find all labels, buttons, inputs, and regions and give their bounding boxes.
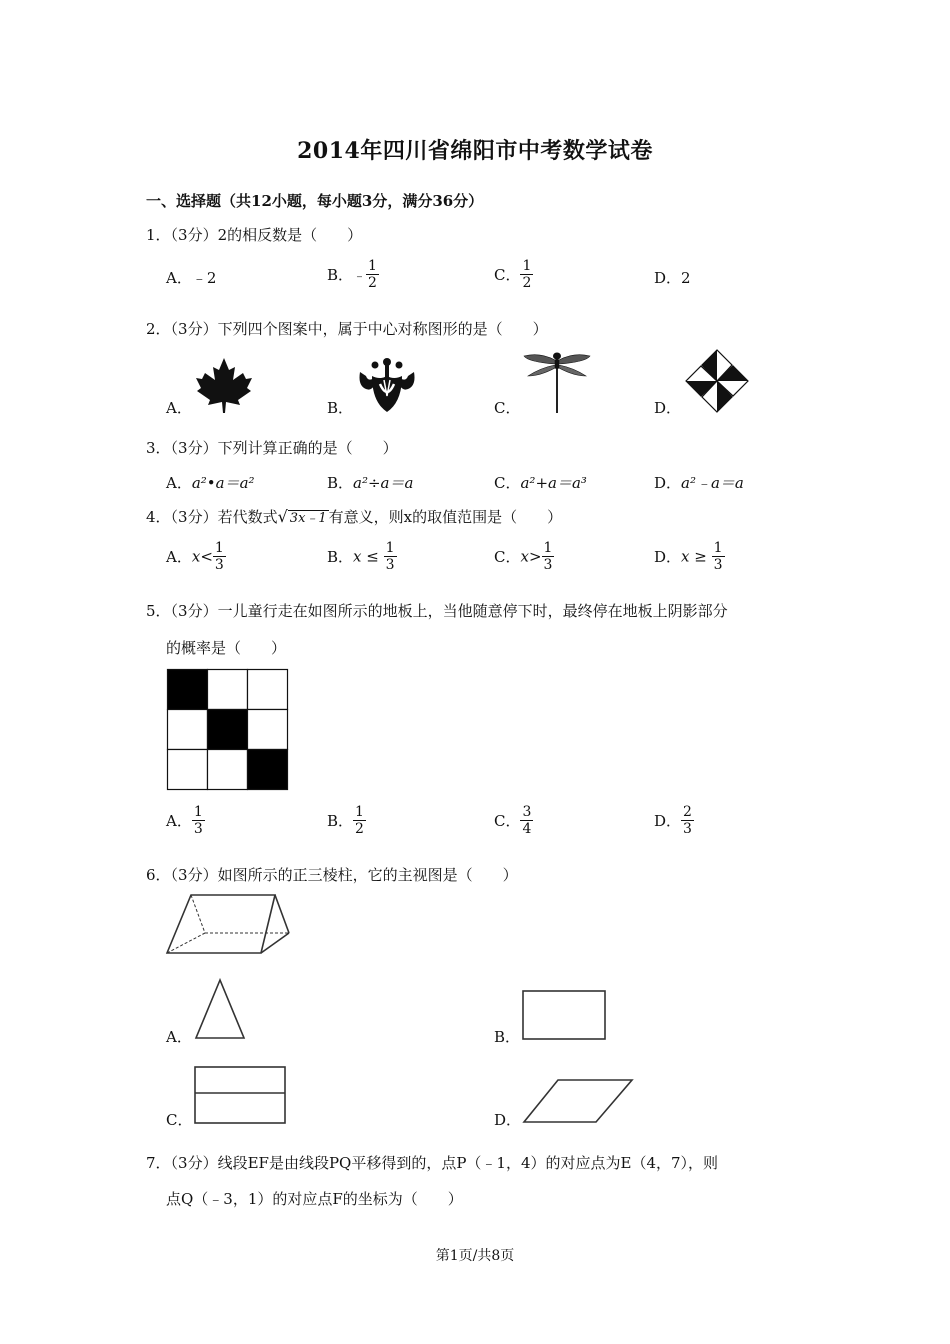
q1-option-c: C． $\frac{1}{2}$ bbox=[494, 258, 532, 292]
q6-option-a-triangle bbox=[194, 978, 246, 1040]
q4-option-a: A．x< $\frac{1}{3}$ bbox=[166, 540, 224, 574]
floor-grid-figure bbox=[167, 669, 288, 790]
tulip-emblem-icon bbox=[356, 356, 418, 414]
q4-option-c: C．x> $\frac{1}{3}$ bbox=[494, 540, 553, 574]
q6-option-d-parallelogram bbox=[522, 1078, 634, 1124]
q6-option-b-label: B． bbox=[494, 1028, 521, 1046]
q3-option-c: C．a²+a＝a³ bbox=[494, 474, 587, 492]
question-5-stem-line1: 5．（3分）一儿童行走在如图所示的地板上，当他随意停下时，最终停在地板上阴影部分 bbox=[146, 602, 728, 620]
page-title: 2014年四川省绵阳市中考数学试卷 bbox=[297, 138, 653, 164]
question-4-stem: 4．（3分）若代数式√ 3x﹣1 有意义，则x的取值范围是（ ） bbox=[146, 507, 563, 526]
q2-option-b-label: B． bbox=[327, 399, 354, 417]
q5-option-c: C． $\frac{3}{4}$ bbox=[494, 804, 532, 838]
q5-option-d: D． $\frac{2}{3}$ bbox=[654, 804, 692, 838]
page-footer: 第1页/共8页 bbox=[435, 1248, 515, 1264]
grid-cell bbox=[208, 670, 248, 710]
grid-cell-shaded bbox=[168, 670, 208, 710]
q3-option-d: D．a²﹣a＝a bbox=[654, 474, 744, 492]
grid-cell-shaded bbox=[208, 710, 248, 750]
q1-option-a: A．﹣2 bbox=[166, 269, 217, 287]
q6-option-d-label: D． bbox=[494, 1111, 522, 1129]
q5-option-b: B． $\frac{1}{2}$ bbox=[327, 804, 364, 838]
q3-option-b: B．a²÷a＝a bbox=[327, 474, 414, 492]
q6-option-c-split-rectangle bbox=[194, 1066, 286, 1124]
q2-option-d-label: D． bbox=[654, 399, 682, 417]
grid-cell bbox=[168, 750, 208, 790]
q2-option-a-label: A． bbox=[166, 399, 192, 417]
q3-option-a: A．a²•a＝a² bbox=[166, 474, 255, 492]
q6-option-b-rectangle bbox=[522, 990, 606, 1040]
q4-option-b: B．x ≤ $\frac{1}{3}$ bbox=[327, 540, 395, 574]
question-5-stem-line2: 的概率是（ ） bbox=[166, 639, 287, 657]
dragonfly-icon bbox=[522, 350, 592, 414]
question-2-stem: 2．（3分）下列四个图案中，属于中心对称图形的是（ ） bbox=[146, 320, 548, 338]
triangular-prism-figure bbox=[165, 893, 291, 955]
question-7-stem-line2: 点Q（﹣3，1）的对应点F的坐标为（ ） bbox=[166, 1190, 463, 1208]
maple-leaf-icon bbox=[194, 356, 254, 414]
q2-option-c-label: C． bbox=[494, 399, 521, 417]
grid-cell bbox=[248, 710, 288, 750]
section-heading: 一、选择题（共12小题，每小题3分，满分36分） bbox=[146, 192, 484, 210]
grid-cell bbox=[208, 750, 248, 790]
q4-option-d: D．x ≥ $\frac{1}{3}$ bbox=[654, 540, 723, 574]
q6-option-c-label: C． bbox=[166, 1111, 193, 1129]
grid-cell bbox=[168, 710, 208, 750]
q1-option-d: D．2 bbox=[654, 269, 691, 287]
q6-option-a-label: A． bbox=[166, 1028, 192, 1046]
question-1-stem: 1．（3分）2的相反数是（ ） bbox=[146, 226, 363, 244]
question-7-stem-line1: 7．（3分）线段EF是由线段PQ平移得到的，点P（﹣1，4）的对应点为E（4，7），则 bbox=[146, 1154, 719, 1172]
pinwheel-icon bbox=[684, 348, 750, 414]
question-3-stem: 3．（3分）下列计算正确的是（ ） bbox=[146, 439, 398, 457]
grid-cell bbox=[248, 670, 288, 710]
q5-option-a: A． $\frac{1}{3}$ bbox=[166, 804, 203, 838]
grid-cell-shaded bbox=[248, 750, 288, 790]
q1-option-b: B．﹣ $\frac{1}{2}$ bbox=[327, 258, 377, 292]
question-6-stem: 6．（3分）如图所示的正三棱柱，它的主视图是（ ） bbox=[146, 866, 518, 884]
